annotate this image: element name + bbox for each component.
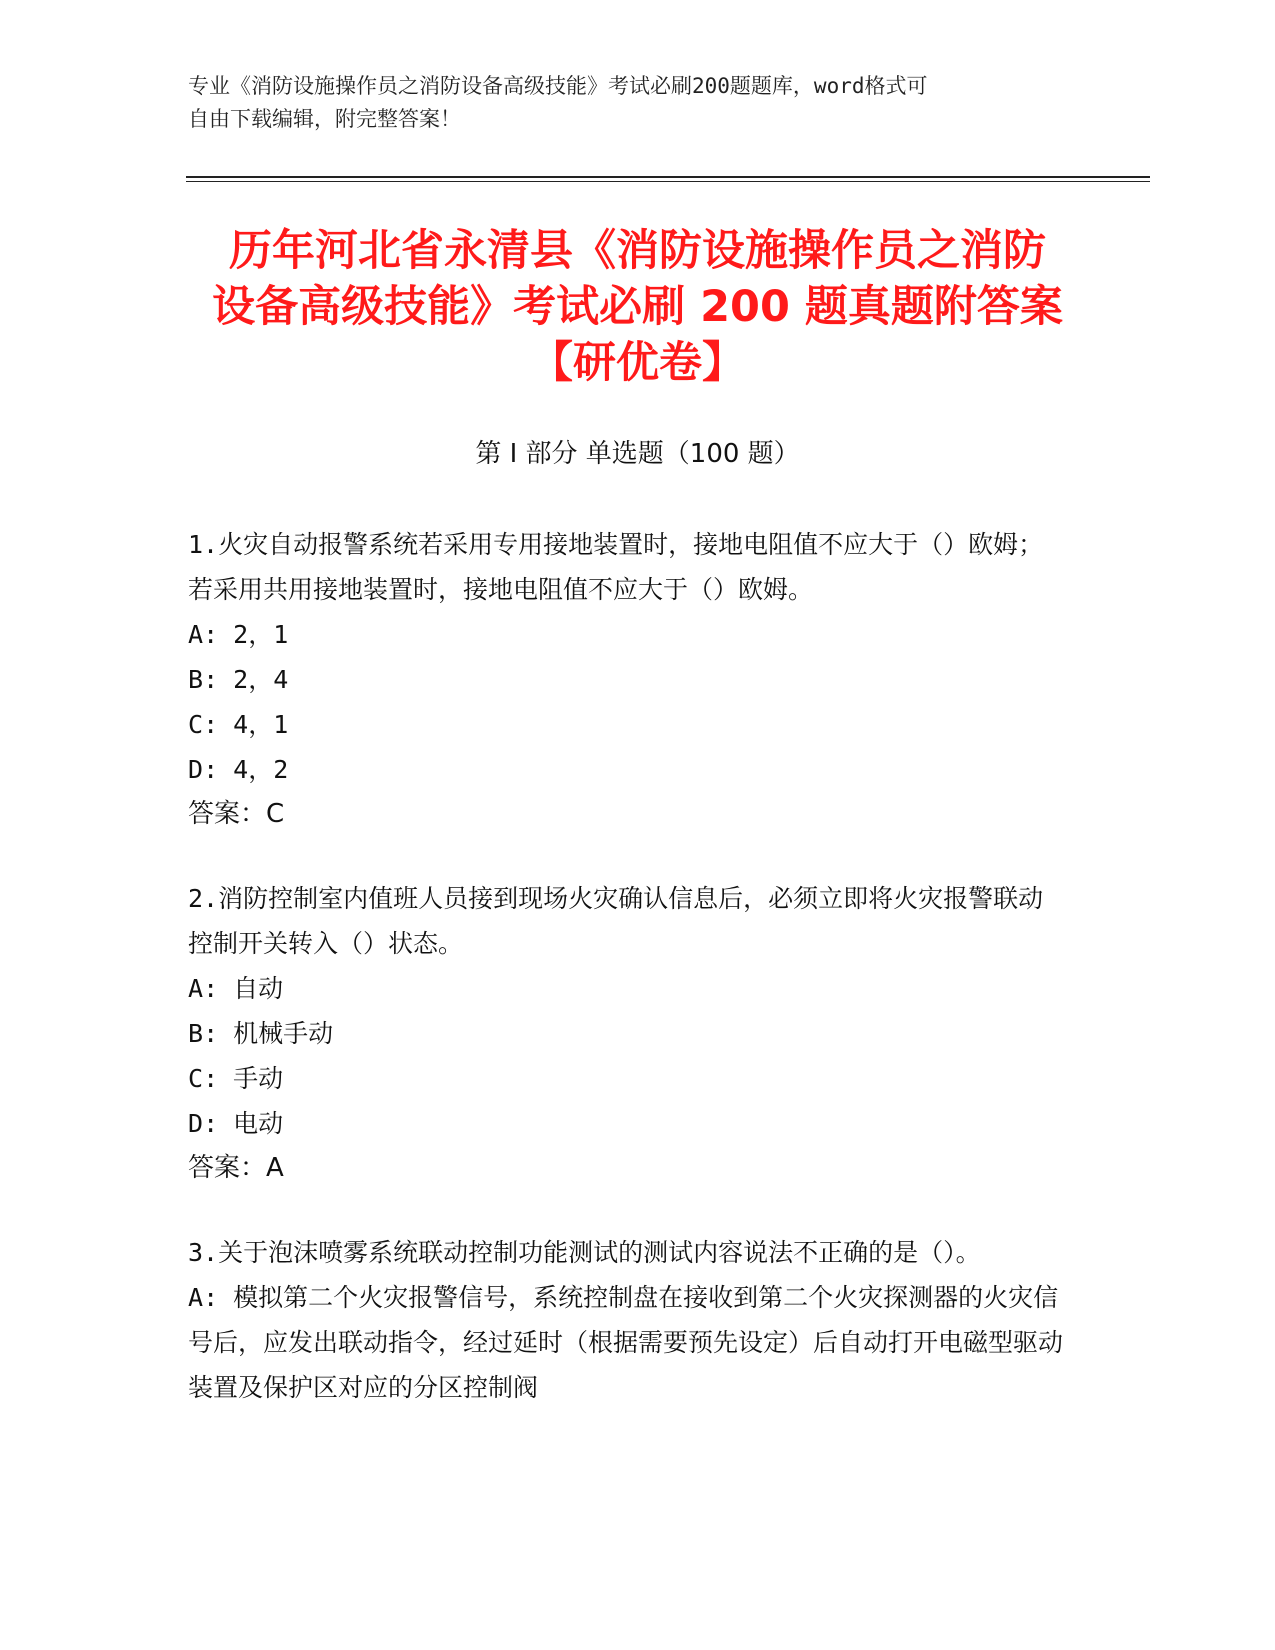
option-text: 手动	[233, 1064, 284, 1093]
question-stem: 1.火灾自动报警系统若采用专用接地装置时，接地电阻值不应大于（）欧姆；若采用共用接地装置时，接地电阻值不应大于（）欧姆。	[188, 530, 1044, 604]
section-title: 第 I 部分 单选题（100 题）	[475, 439, 800, 469]
question-stem: 2.消防控制室内值班人员接到现场火灾确认信息后，必须立即将火灾报警联动控制开关转入（）状态。	[188, 884, 1044, 958]
option-text: 4，1	[233, 710, 289, 739]
document-title	[140, 223, 1135, 391]
question-item	[188, 522, 1068, 837]
header-note: 专业《消防设施操作员之消防设备高级技能》考试必刷200题题库，word格式可 自由下载编辑，附完整答案！	[188, 74, 928, 131]
question-item	[188, 1230, 1068, 1410]
document-title-line-3: 【研优卷】	[530, 338, 745, 388]
option-text: 自动	[233, 974, 284, 1003]
question-option-a: A: 模拟第二个火灾报警信号，系统控制盘在接收到第二个火灾探测器的火灾信号后，应发出联动指令，经过延时（根据需要预先设定）后自动打开电磁型驱动装置及保护区对应的分区控制阀	[188, 1283, 1064, 1402]
question-option-c: C: 4，1	[188, 710, 289, 739]
option-letter: C	[188, 1064, 204, 1093]
option-text: 2，1	[233, 620, 289, 649]
question-option-b: B: 机械手动	[188, 1019, 334, 1048]
question-stem: 3.关于泡沫喷雾系统联动控制功能测试的测试内容说法不正确的是（）。	[188, 1238, 981, 1267]
option-letter: B	[188, 665, 204, 694]
question-list	[188, 522, 1068, 1449]
option-text: 电动	[233, 1109, 284, 1138]
question-option-d: D: 电动	[188, 1109, 284, 1138]
option-letter: A	[188, 620, 204, 649]
question-option-a: A: 自动	[188, 974, 284, 1003]
question-item	[188, 876, 1068, 1191]
option-text: 机械手动	[233, 1019, 334, 1048]
question-option-a: A: 2，1	[188, 620, 289, 649]
option-text: 模拟第二个火灾报警信号，系统控制盘在接收到第二个火灾探测器的火灾信号后，应发出联动指令，经过延时（根据需要预先设定）后自动打开电磁型驱动装置及保护区对应的分区控制阀	[188, 1283, 1064, 1402]
option-letter: D	[188, 755, 204, 784]
question-answer: 答案：A	[188, 1153, 284, 1183]
document-title-line-2: 设备高级技能》考试必刷 200 题真题附答案	[212, 282, 1063, 332]
option-text: 2，4	[233, 665, 289, 694]
header-rule-thick	[186, 176, 1150, 178]
question-option-c: C: 手动	[188, 1064, 284, 1093]
option-letter: A	[188, 1283, 204, 1312]
option-text: 4，2	[233, 755, 289, 784]
option-letter: B	[188, 1019, 204, 1048]
question-option-b: B: 2，4	[188, 665, 289, 694]
document-title-line-1: 历年河北省永清县《消防设施操作员之消防	[229, 226, 1046, 276]
option-letter: A	[188, 974, 204, 1003]
option-letter: C	[188, 710, 204, 739]
header-rule-thin	[186, 181, 1150, 182]
option-letter: D	[188, 1109, 204, 1138]
question-option-d: D: 4，2	[188, 755, 289, 784]
question-answer: 答案：C	[188, 799, 285, 829]
